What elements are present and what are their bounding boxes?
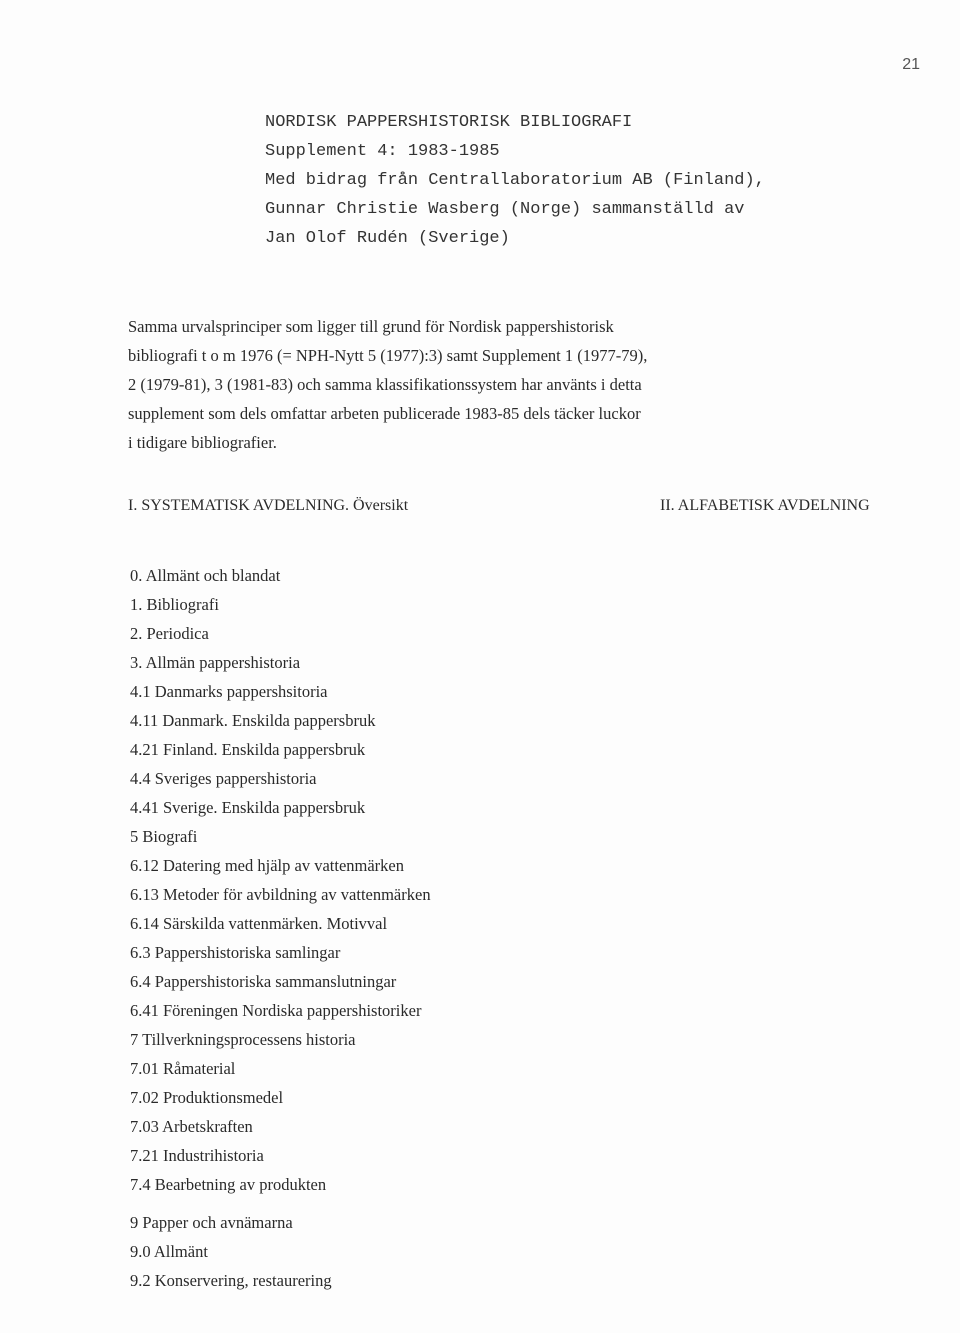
systematic-section-heading: I. SYSTEMATISK AVDELNING. Översikt [128, 497, 409, 514]
toc-item: 7.03 Arbetskraften [130, 1117, 253, 1136]
toc-item: 5 Biografi [130, 827, 198, 846]
toc-item: 9.2 Konservering, restaurering [130, 1271, 332, 1290]
toc-item: 4.41 Sverige. Enskilda pappersbruk [130, 798, 366, 817]
toc-item: 4.21 Finland. Enskilda pappersbruk [130, 740, 366, 759]
intro-line: bibliografi t o m 1976 (= NPH-Nytt 5 (1977):3) samt Supplement 1 (1977-79), [128, 346, 648, 365]
intro-line: supplement som dels omfattar arbeten publicerade 1983-85 dels täcker luckor [128, 404, 641, 423]
toc-item: 6.13 Metoder för avbildning av vattenmärken [130, 885, 431, 904]
toc-item: 6.41 Föreningen Nordiska pappershistoriker [130, 1001, 422, 1020]
intro-line: 2 (1979-81), 3 (1981-83) och samma klassifikationssystem har använts i detta [128, 375, 642, 394]
toc-item: 6.14 Särskilda vattenmärken. Motivval [130, 914, 388, 933]
toc-item: 4.11 Danmark. Enskilda pappersbruk [130, 711, 376, 730]
title-block [265, 108, 885, 253]
toc-item: 3. Allmän pappershistoria [130, 653, 301, 672]
supplement-subtitle: Supplement 4: 1983-1985 [265, 142, 500, 161]
compiler-line: Jan Olof Rudén (Sverige) [265, 229, 510, 248]
toc-item: 7.4 Bearbetning av produkten [130, 1175, 327, 1194]
contributors-line: Med bidrag från Centrallaboratorium AB (Finland), [265, 171, 765, 190]
toc-item: 6.4 Pappershistoriska sammanslutningar [130, 972, 397, 991]
toc-item: 0. Allmänt och blandat [130, 566, 281, 585]
toc-item: 9 Papper och avnämarna [130, 1213, 293, 1232]
table-of-contents [130, 561, 630, 1295]
toc-item: 4.4 Sveriges pappershistoria [130, 769, 317, 788]
toc-item: 9.0 Allmänt [130, 1242, 208, 1261]
toc-item: 4.1 Danmarks pappershsitoria [130, 682, 328, 701]
page-number: 21 [902, 56, 920, 73]
alphabetic-section-heading: II. ALFABETISK AVDELNING [660, 497, 870, 514]
contributors-line: Gunnar Christie Wasberg (Norge) sammanställd av [265, 200, 745, 219]
toc-item: 6.12 Datering med hjälp av vattenmärken [130, 856, 404, 875]
intro-line: Samma urvalsprinciper som ligger till grund för Nordisk pappershistorisk [128, 317, 614, 336]
toc-item: 7.21 Industrihistoria [130, 1146, 264, 1165]
intro-line: i tidigare bibliografier. [128, 433, 277, 452]
toc-item: 7.01 Råmaterial [130, 1059, 236, 1078]
bibliography-title: NORDISK PAPPERSHISTORISK BIBLIOGRAFI [265, 113, 633, 132]
toc-item: 6.3 Pappershistoriska samlingar [130, 943, 341, 962]
toc-item: 2. Periodica [130, 624, 209, 643]
toc-item: 1. Bibliografi [130, 595, 219, 614]
intro-paragraph [128, 312, 868, 457]
toc-item: 7.02 Produktionsmedel [130, 1088, 284, 1107]
toc-item: 7 Tillverkningsprocessens historia [130, 1030, 356, 1049]
